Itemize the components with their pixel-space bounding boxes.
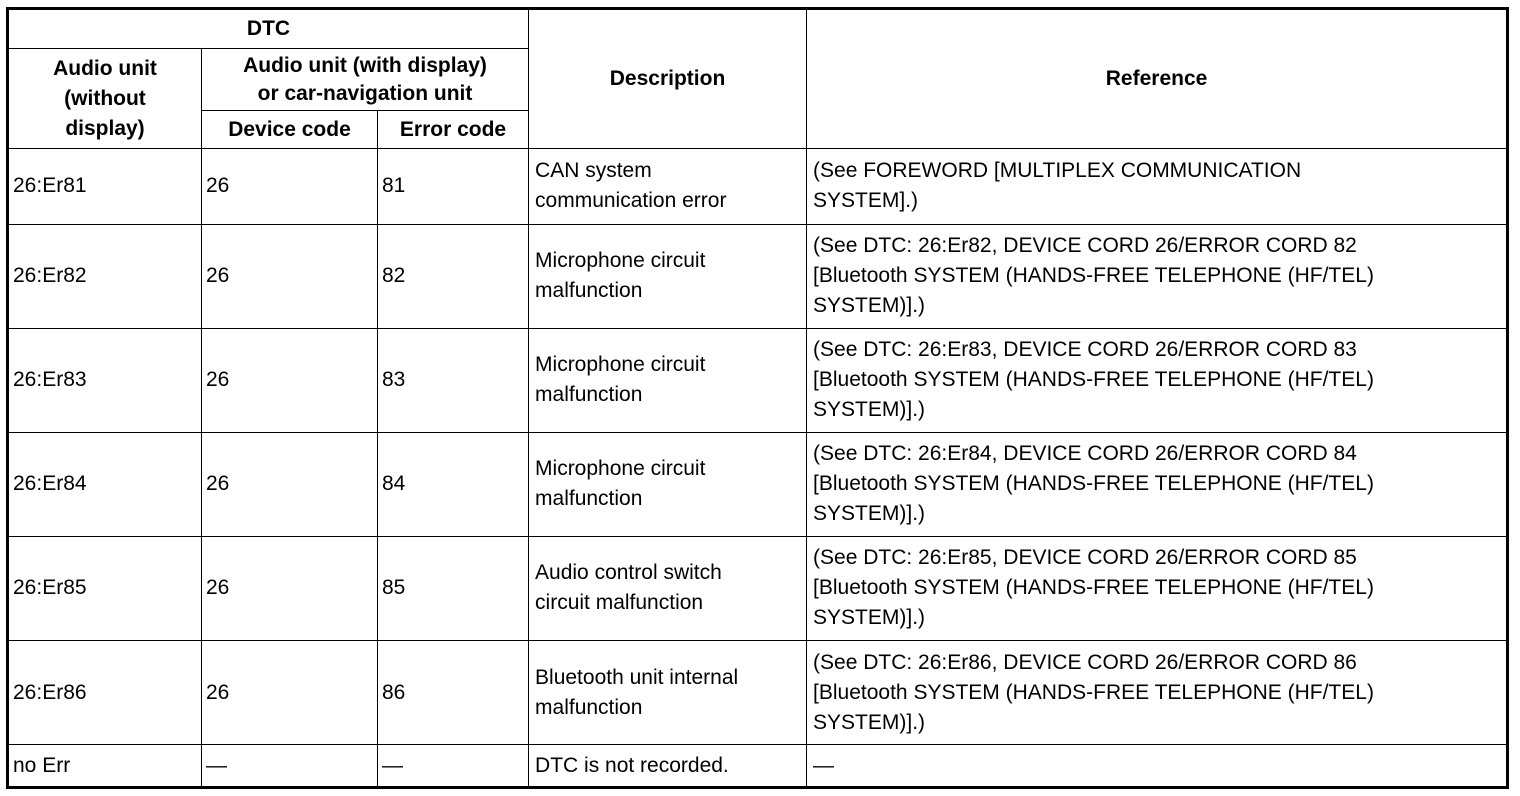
cell-error-code: 82 <box>378 224 529 328</box>
table-row <box>8 745 1508 788</box>
cell-description: Bluetooth unit internal malfunction <box>529 640 807 744</box>
dtc-table <box>6 7 1509 789</box>
cell-description: DTC is not recorded. <box>529 745 807 788</box>
cell-device-code: — <box>202 745 378 788</box>
cell-description: Microphone circuit malfunction <box>529 328 807 432</box>
table-row <box>8 536 1508 640</box>
cell-error-code: 83 <box>378 328 529 432</box>
cell-reference: (See DTC: 26:Er86, DEVICE CORD 26/ERROR CORD 86 [Bluetooth SYSTEM (HANDS-FREE TELEPHONE (HF/TEL) SYSTEM)].) <box>807 640 1508 744</box>
cell-description: Microphone circuit malfunction <box>529 224 807 328</box>
cell-device-code: 26 <box>202 149 378 225</box>
table-row <box>8 224 1508 328</box>
cell-reference: (See DTC: 26:Er85, DEVICE CORD 26/ERROR CORD 85 [Bluetooth SYSTEM (HANDS-FREE TELEPHONE (HF/TEL) SYSTEM)].) <box>807 536 1508 640</box>
cell-device-code: 26 <box>202 640 378 744</box>
cell-error-code: 86 <box>378 640 529 744</box>
cell-audio-unit: no Err <box>8 745 202 788</box>
cell-description: CAN system communication error <box>529 149 807 225</box>
table-row <box>8 640 1508 744</box>
cell-audio-unit: 26:Er86 <box>8 640 202 744</box>
header-reference: Reference <box>807 9 1508 149</box>
header-description: Description <box>529 9 807 149</box>
cell-reference: (See DTC: 26:Er82, DEVICE CORD 26/ERROR CORD 82 [Bluetooth SYSTEM (HANDS-FREE TELEPHONE (HF/TEL) SYSTEM)].) <box>807 224 1508 328</box>
dtc-table-header <box>8 9 1508 149</box>
dtc-table-body <box>8 149 1508 788</box>
cell-audio-unit: 26:Er85 <box>8 536 202 640</box>
cell-error-code: — <box>378 745 529 788</box>
cell-audio-unit: 26:Er82 <box>8 224 202 328</box>
header-error-code: Error code <box>378 111 529 149</box>
header-audio-unit-without-display: Audio unit (without display) <box>8 49 202 149</box>
cell-reference: — <box>807 745 1508 788</box>
header-audio-unit-with-display: Audio unit (with display) or car-navigation unit <box>202 49 529 111</box>
cell-device-code: 26 <box>202 224 378 328</box>
cell-audio-unit: 26:Er81 <box>8 149 202 225</box>
header-dtc: DTC <box>8 9 529 49</box>
cell-reference: (See FOREWORD [MULTIPLEX COMMUNICATION SYSTEM].) <box>807 149 1508 225</box>
cell-description: Audio control switch circuit malfunction <box>529 536 807 640</box>
table-row <box>8 432 1508 536</box>
header-device-code: Device code <box>202 111 378 149</box>
table-row <box>8 149 1508 225</box>
cell-audio-unit: 26:Er83 <box>8 328 202 432</box>
header-row-dtc <box>8 9 1508 49</box>
cell-device-code: 26 <box>202 432 378 536</box>
cell-error-code: 84 <box>378 432 529 536</box>
table-row <box>8 328 1508 432</box>
cell-description: Microphone circuit malfunction <box>529 432 807 536</box>
cell-device-code: 26 <box>202 536 378 640</box>
cell-reference: (See DTC: 26:Er83, DEVICE CORD 26/ERROR CORD 83 [Bluetooth SYSTEM (HANDS-FREE TELEPHONE (HF/TEL) SYSTEM)].) <box>807 328 1508 432</box>
cell-audio-unit: 26:Er84 <box>8 432 202 536</box>
cell-reference: (See DTC: 26:Er84, DEVICE CORD 26/ERROR CORD 84 [Bluetooth SYSTEM (HANDS-FREE TELEPHONE (HF/TEL) SYSTEM)].) <box>807 432 1508 536</box>
cell-error-code: 81 <box>378 149 529 225</box>
cell-error-code: 85 <box>378 536 529 640</box>
cell-device-code: 26 <box>202 328 378 432</box>
